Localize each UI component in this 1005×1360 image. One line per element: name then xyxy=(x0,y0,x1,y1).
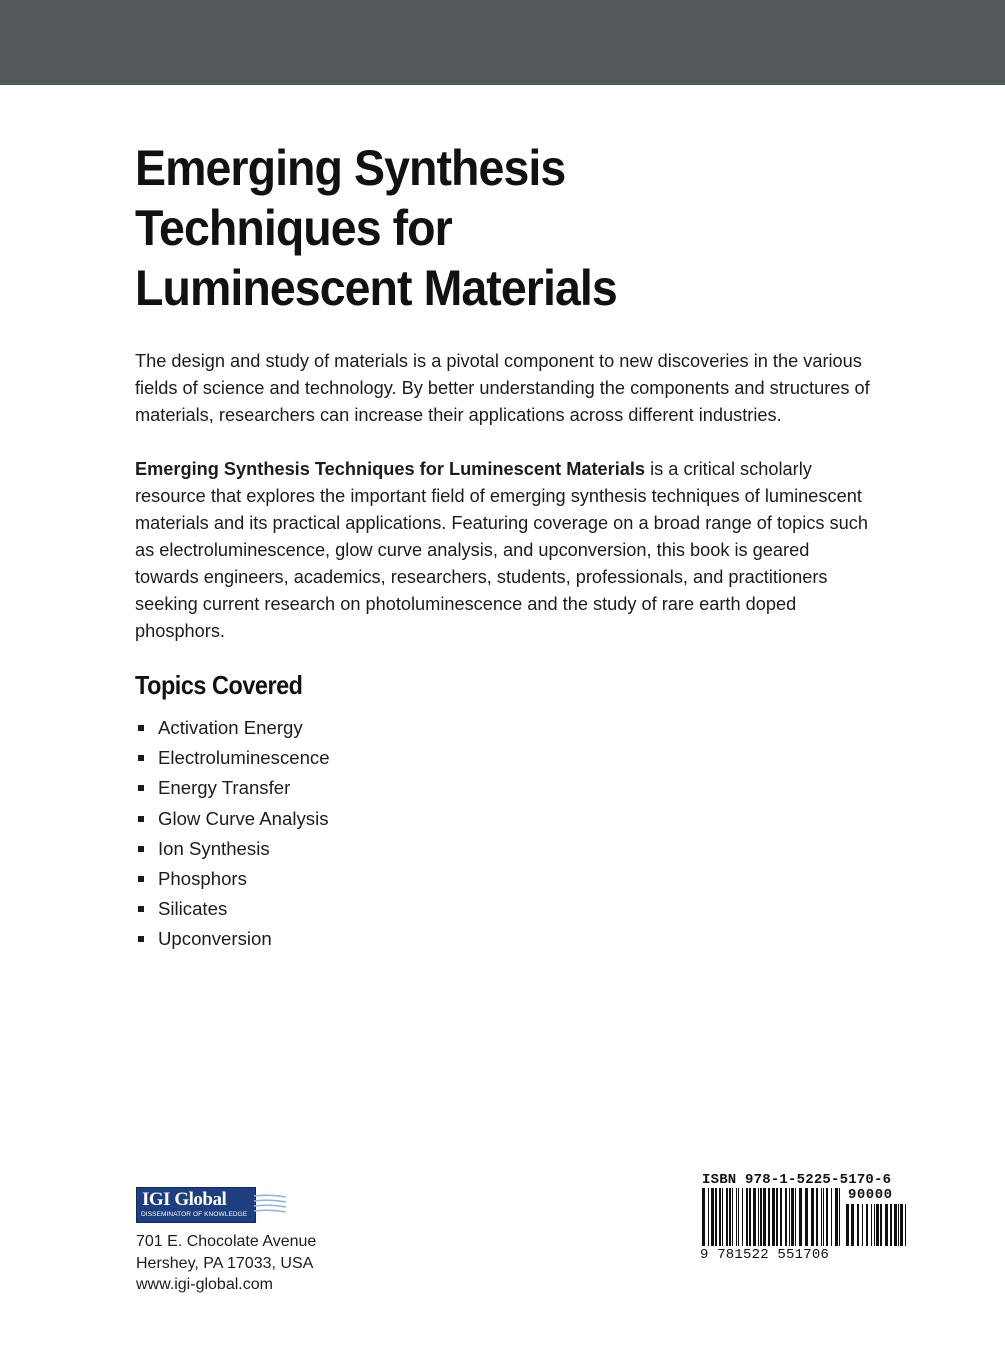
book-title xyxy=(135,138,786,318)
title-line: Techniques for xyxy=(135,200,452,256)
publisher-block xyxy=(136,1187,396,1296)
topic-item xyxy=(135,894,875,924)
topic-item xyxy=(135,743,875,773)
topic-label: Ion Synthesis xyxy=(158,837,270,859)
topic-label: Energy Transfer xyxy=(158,777,291,799)
book-title-inline: Emerging Synthesis Techniques for Luminescent Materials xyxy=(135,459,646,479)
square-bullet-icon xyxy=(138,755,144,761)
topic-item xyxy=(135,804,875,834)
topic-label: Silicates xyxy=(158,898,228,920)
address-city: Hershey, PA 17033, USA xyxy=(136,1254,314,1272)
isbn-barcode xyxy=(700,1172,910,1272)
logo-name: IGI Global xyxy=(142,1189,227,1210)
square-bullet-icon xyxy=(138,936,144,942)
publisher-website: www.igi-global.com xyxy=(136,1276,273,1293)
logo-swoosh-icon xyxy=(254,1193,286,1217)
square-bullet-icon xyxy=(138,816,144,822)
ean-digits: 9 781522 551706 xyxy=(700,1247,830,1263)
description-paragraph-1: The design and study of materials is a pivotal component to new discoveries in the various fields of science and technology. By better understanding the components and structures of materials, researchers can increase their applications across different industries. xyxy=(135,351,870,425)
logo-tagline: DISSEMINATOR OF KNOWLEDGE xyxy=(141,1211,248,1218)
publisher-address xyxy=(136,1231,396,1296)
topic-item xyxy=(135,924,875,954)
topic-item xyxy=(135,773,875,803)
isbn-label: ISBN 978-1-5225-5170-6 xyxy=(702,1172,892,1188)
title-line: Luminescent Materials xyxy=(135,260,617,316)
topic-item xyxy=(135,713,875,743)
square-bullet-icon xyxy=(138,846,144,852)
square-bullet-icon xyxy=(138,906,144,912)
square-bullet-icon xyxy=(138,876,144,882)
igi-global-logo xyxy=(136,1187,286,1223)
topics-list xyxy=(135,713,875,955)
topic-item xyxy=(135,864,875,894)
top-color-band xyxy=(0,0,1005,85)
barcode-addon-digits: 90000 xyxy=(848,1187,893,1203)
topic-label: Glow Curve Analysis xyxy=(158,807,329,829)
topic-label: Electroluminescence xyxy=(158,747,330,769)
description-paragraph-2-text: is a critical scholarly resource that explores the important field of emerging synthesis techniques of luminescent materials and its practical applications. Featuring coverage on a broad range of topics such as electroluminescence, glow curve analysis, and upconversion, this book is geared towards engineers, academics, researchers, students, professionals, and practitioners seeking current research on photoluminescence and the study of rare earth doped phosphors. xyxy=(135,459,868,641)
topic-item xyxy=(135,834,875,864)
address-street: 701 E. Chocolate Avenue xyxy=(136,1233,317,1250)
topics-heading: Topics Covered xyxy=(135,670,303,700)
topic-label: Upconversion xyxy=(158,928,272,950)
description-paragraph-2 xyxy=(135,456,870,645)
topic-label: Activation Energy xyxy=(158,717,303,738)
square-bullet-icon xyxy=(138,725,144,731)
square-bullet-icon xyxy=(138,785,144,791)
title-line: Emerging Synthesis xyxy=(135,140,566,196)
logo-box xyxy=(136,1187,256,1223)
back-cover-content xyxy=(135,138,875,955)
topic-label: Phosphors xyxy=(158,868,247,890)
